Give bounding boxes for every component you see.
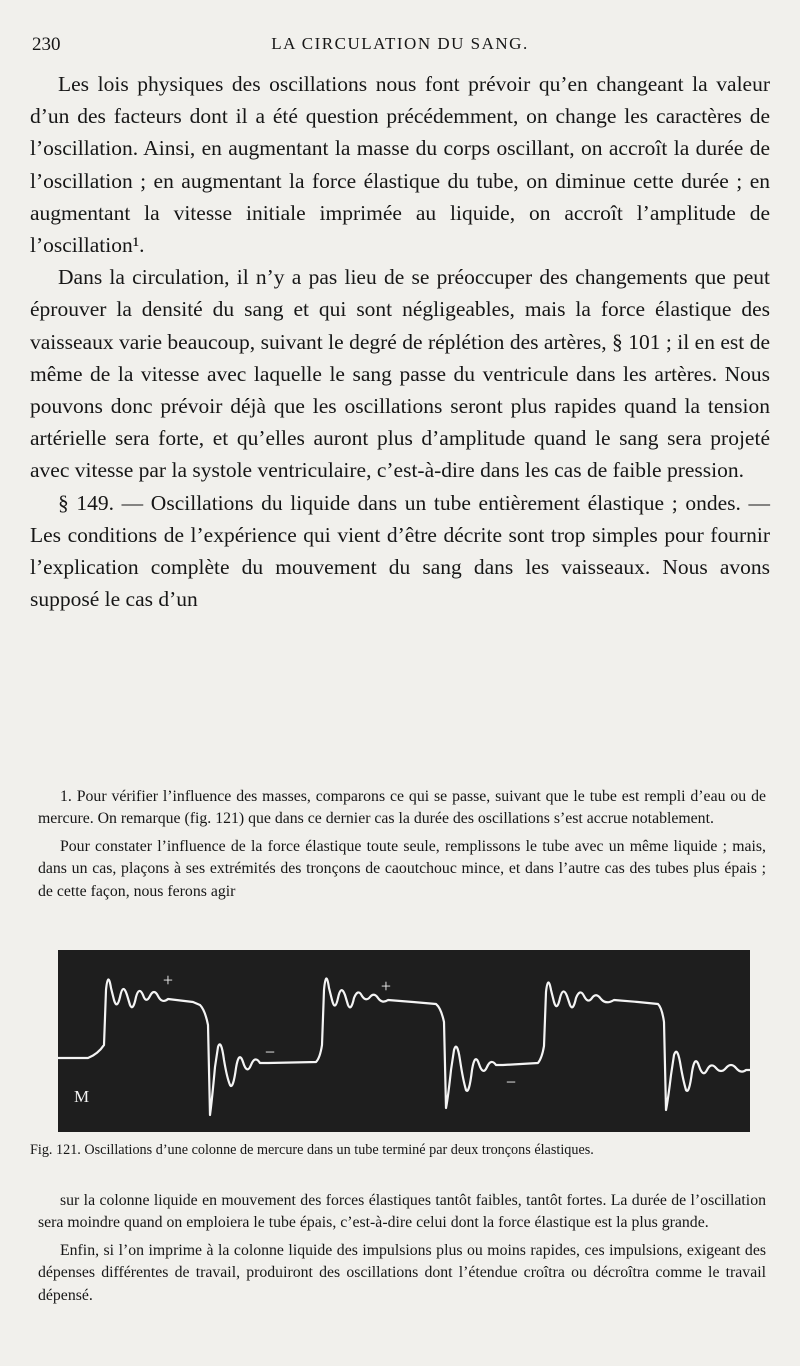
figure-121: [58, 950, 750, 1132]
footnote-3: sur la colonne liquide en mouvement des forces élastiques tantôt faibles, tantôt fortes. La durée de l’oscillation sera moindre quand on emploiera le tube épais, c’est-à-dire celui dont la force élastique est la plus grande.: [38, 1192, 766, 1232]
footnote-1: 1. Pour vérifier l’influence des masses, comparons ce qui se passe, suivant que le tube est rempli d’eau ou de mercure. On remarque (fig. 121) que dans ce dernier cas la durée des oscillations s’est accrue notablement.: [38, 788, 766, 828]
m-label: M: [74, 1087, 90, 1106]
main-text: [30, 68, 770, 615]
figure-caption: Fig. 121. Oscillations d’une colonne de mercure dans un tube terminé par deux tronçons élastiques.: [30, 1142, 594, 1158]
running-title: LA CIRCULATION DU SANG.: [271, 34, 529, 53]
paragraph-1: Les lois physiques des oscillations nous font prévoir qu’en changeant la valeur d’un des facteurs dont il a été question précédemment, on change les caractères de l’oscillation. Ainsi, en augmentant la masse du corps oscillant, on accroît la durée de l’oscillation ; en augmentant la force élastique du tube, on diminue cette durée ; en augmentant la vitesse initiale imprimée au liquide, on accroît l’amplitude de l’oscillation¹.: [30, 72, 770, 258]
footnote-block-bottom: [38, 1190, 766, 1307]
paragraph-2: Dans la circulation, il n’y a pas lieu de se préoccuper des changements que peut éprouver la densité du sang et qui sont négligeables, mais la force élastique des vaisseaux varie beaucoup, suivant le degré de réplétion des artères, § 101 ; il en est de même de la vitesse avec laquelle le sang passe du ventricule dans les artères. Nous pouvons donc prévoir déjà que les oscillations seront plus rapides quand la tension artérielle sera forte, et qu’elles auront plus d’amplitude quand le sang sera projeté avec vitesse par la systole ventriculaire, c’est-à-dire dans les cas de faible pression.: [30, 265, 770, 483]
paragraph-3: § 149. — Oscillations du liquide dans un tube entièrement élastique ; ondes. — Les conditions de l’expérience qui vient d’être décrite sont trop simples pour fournir l’explication complète du mouvement du sang dans les vaisseaux. Nous avons supposé le cas d’un: [30, 490, 770, 612]
page-header: [30, 30, 770, 60]
oscillation-trace: [58, 978, 750, 1115]
plus-label-2: +: [380, 976, 392, 996]
page-number: 230: [32, 34, 61, 55]
footnote-block-top: [38, 786, 766, 903]
footnote-4: Enfin, si l’on imprime à la colonne liquide des impulsions plus ou moins rapides, ces impulsions, exigeant des dépenses différentes de travail, produiront des oscillations dont l’étendue croîtra ou décroîtra comme le travail dépensé.: [38, 1241, 766, 1304]
footnote-2: Pour constater l’influence de la force élastique toute seule, remplissons le tube avec un même liquide ; mais, dans un cas, plaçons à ses extrémités des tronçons de caoutchouc mince, et dans l’autre cas des tubes plus épais ; de cette façon, nous ferons agir: [38, 837, 766, 900]
oscillation-trace-plot: [58, 950, 750, 1132]
minus-label-1: −: [264, 1042, 276, 1062]
minus-label-2: −: [505, 1072, 517, 1092]
plus-label-1: +: [162, 970, 174, 990]
